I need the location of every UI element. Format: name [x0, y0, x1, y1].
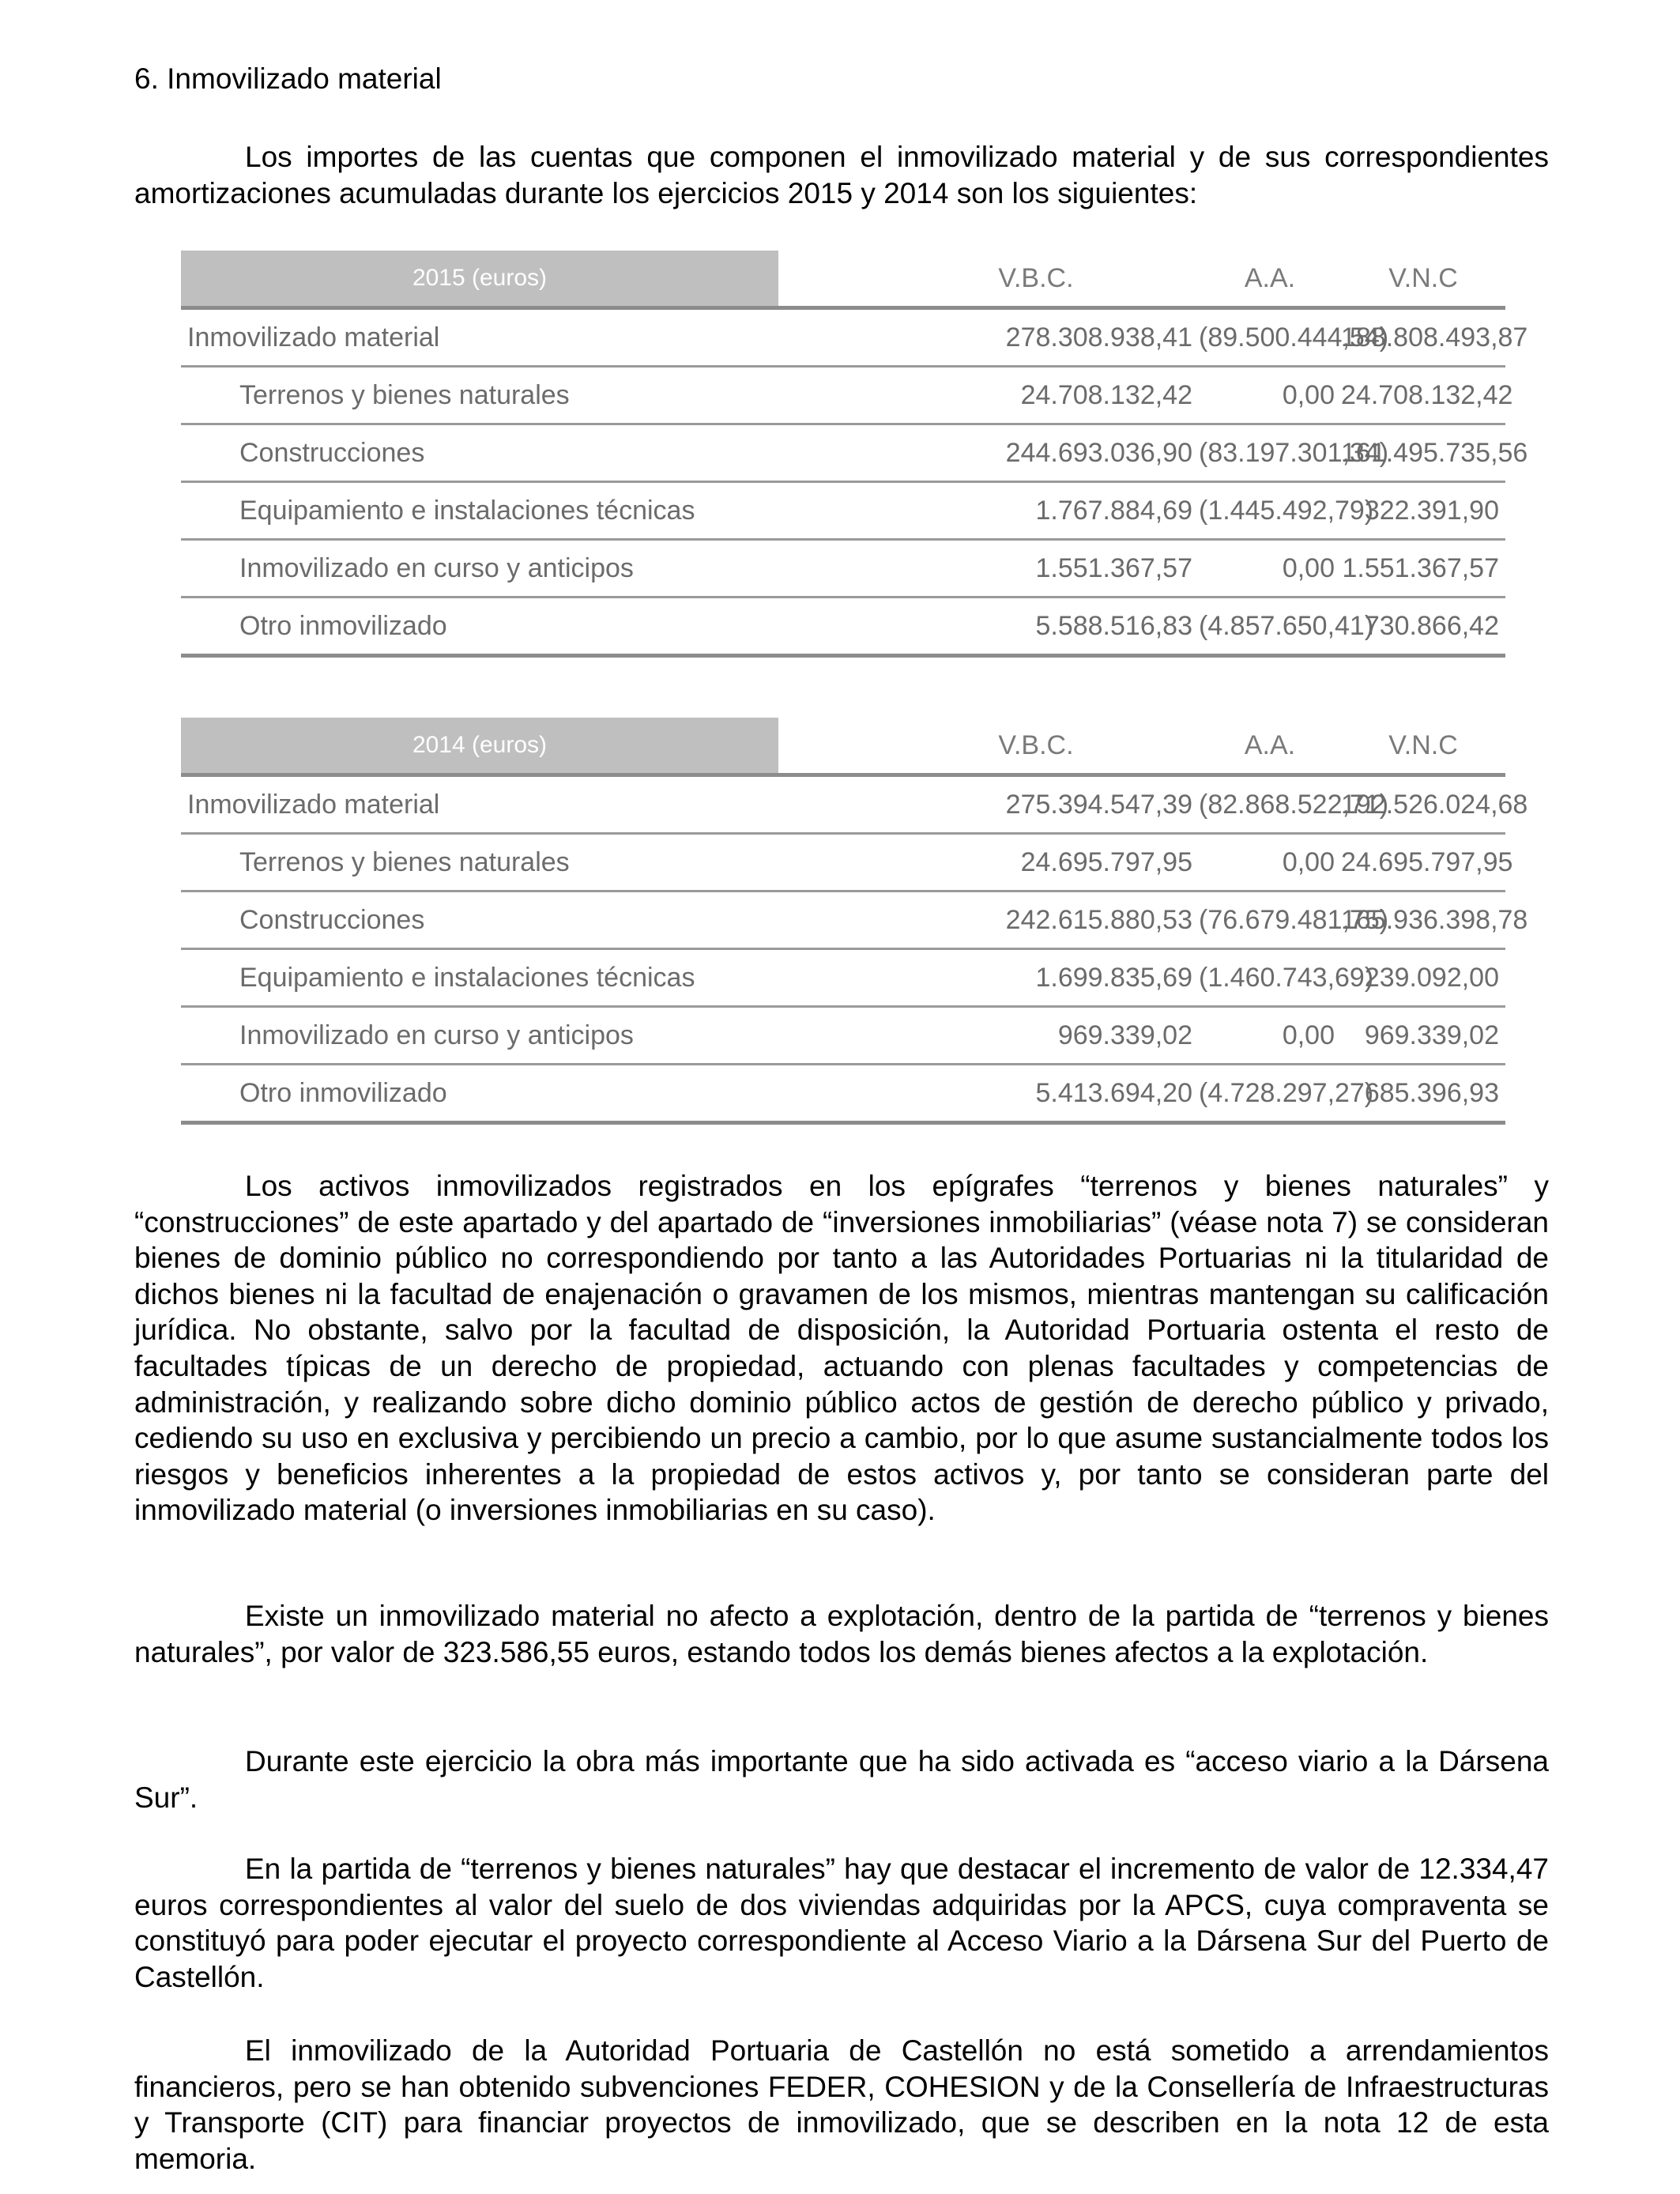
table-row [181, 367, 1505, 424]
vnc-value: 685.396,93 [1341, 1065, 1505, 1123]
vnc-value: 24.708.132,42 [1341, 367, 1505, 424]
vbc-value: 24.695.797,95 [778, 834, 1199, 892]
table-row [181, 834, 1505, 892]
row-label: Inmovilizado en curso y anticipos [181, 1007, 778, 1065]
aa-value: 0,00 [1199, 1007, 1341, 1065]
vnc-value: 969.339,02 [1341, 1007, 1505, 1065]
table-row [181, 1007, 1505, 1065]
body-paragraph: El inmovilizado de la Autoridad Portuaria de Castellón no está sometido a arrendamientos financieros, pero se han obtenido subvenciones FEDER, COHESION y de la Consellería de Infraestructuras y Transporte (CIT) para financiar proyectos de inmovilizado, que se describen en la nota 12 de esta memoria. [134, 2034, 1549, 2175]
row-label: Inmovilizado en curso y anticipos [181, 540, 778, 598]
vnc-value: 188.808.493,87 [1341, 308, 1505, 367]
table-row [181, 308, 1505, 367]
vnc-value: 239.092,00 [1341, 949, 1505, 1007]
year-header: 2014 (euros) [181, 718, 778, 775]
vnc-value: 322.391,90 [1341, 482, 1505, 540]
aa-value: 0,00 [1199, 834, 1341, 892]
aa-value: 0,00 [1199, 540, 1341, 598]
vbc-value: 5.413.694,20 [778, 1065, 1199, 1123]
column-header-vnc: V.N.C [1341, 251, 1505, 308]
table-row [181, 775, 1505, 834]
aa-value: 0,00 [1199, 367, 1341, 424]
table-row [181, 1065, 1505, 1123]
aa-value: (82.868.522,71) [1199, 775, 1341, 834]
body-paragraph: Durante este ejercicio la obra más importante que ha sido activada es “acceso viario a la Dársena Sur”. [134, 1745, 1549, 1814]
aa-value: (4.857.650,41) [1199, 598, 1341, 656]
fixed-assets-table-2015 [181, 251, 1528, 658]
vnc-value: 1.551.367,57 [1341, 540, 1505, 598]
vbc-value: 244.693.036,90 [778, 424, 1199, 482]
vbc-value: 1.551.367,57 [778, 540, 1199, 598]
vnc-value: 730.866,42 [1341, 598, 1505, 656]
vbc-value: 24.708.132,42 [778, 367, 1199, 424]
column-header-vbc: V.B.C. [778, 718, 1199, 775]
table-row [181, 540, 1505, 598]
table-row [181, 424, 1505, 482]
intro-paragraph: Los importes de las cuentas que componen el inmovilizado material y de sus correspondientes amortizaciones acumuladas durante los ejercicios 2015 y 2014 son los siguientes: [134, 141, 1549, 209]
row-label: Inmovilizado material [181, 308, 778, 367]
vbc-value: 969.339,02 [778, 1007, 1199, 1065]
vbc-value: 242.615.880,53 [778, 892, 1199, 949]
row-label: Construcciones [181, 892, 778, 949]
table-row [181, 892, 1505, 949]
body-paragraph: En la partida de “terrenos y bienes naturales” hay que destacar el incremento de valor de 12.334,47 euros correspondientes al valor del suelo de dos viviendas adquiridas por la APCS, cuya compraventa se constituyó para poder ejecutar el proyecto correspondiente al Acceso Viario a la Dársena Sur del Puerto de Castellón. [134, 1853, 1549, 1993]
table-header-row [181, 251, 1505, 308]
column-header-aa: A.A. [1199, 718, 1341, 775]
aa-value: (83.197.301,34) [1199, 424, 1341, 482]
table-row [181, 949, 1505, 1007]
aa-value: (89.500.444,54) [1199, 308, 1341, 367]
table-row [181, 482, 1505, 540]
vnc-value: 24.695.797,95 [1341, 834, 1505, 892]
aa-value: (76.679.481,75) [1199, 892, 1341, 949]
vnc-value: 192.526.024,68 [1341, 775, 1505, 834]
aa-value: (1.460.743,69) [1199, 949, 1341, 1007]
year-header: 2015 (euros) [181, 251, 778, 308]
column-header-vbc: V.B.C. [778, 251, 1199, 308]
aa-value: (4.728.297,27) [1199, 1065, 1341, 1123]
body-paragraph: Existe un inmovilizado material no afecto a explotación, dentro de la partida de “terrenos y bienes naturales”, por valor de 323.586,55 euros, estando todos los demás bienes afectos a la explotación. [134, 1600, 1549, 1668]
vbc-value: 275.394.547,39 [778, 775, 1199, 834]
vbc-value: 5.588.516,83 [778, 598, 1199, 656]
row-label: Construcciones [181, 424, 778, 482]
table-row [181, 598, 1505, 656]
aa-value: (1.445.492,79) [1199, 482, 1341, 540]
row-label: Inmovilizado material [181, 775, 778, 834]
vbc-value: 1.767.884,69 [778, 482, 1199, 540]
body-paragraph: Los activos inmovilizados registrados en los epígrafes “terrenos y bienes naturales” y “construcciones” de este apartado y del apartado de “inversiones inmobiliarias” (véase nota 7) se consideran bienes de dominio público no correspondiendo por tanto a las Autoridades Portuarias ni la titularidad de dichos bienes ni la facultad de enajenación o gravamen de los mismos, mientras mantengan su calificación jurídica. No obstante, salvo por la facultad de disposición, la Autoridad Portuaria ostenta el resto de facultades típicas de un derecho de propiedad, actuando con plenas facultades y competencias de administración, y realizando sobre dicho dominio público actos de gestión de derecho público y privado, cediendo su uso en exclusiva y percibiendo un precio a cambio, por lo que asume sustancialmente todos los riesgos y beneficios inherentes a la propiedad de estos activos y, por tanto se consideran parte del inmovilizado material (o inversiones inmobiliarias en su caso). [134, 1170, 1549, 1527]
vnc-value: 161.495.735,56 [1341, 424, 1505, 482]
fixed-assets-table-2014 [181, 718, 1528, 1125]
table-header-row [181, 718, 1505, 775]
column-header-aa: A.A. [1199, 251, 1341, 308]
row-label: Equipamiento e instalaciones técnicas [181, 949, 778, 1007]
vbc-value: 278.308.938,41 [778, 308, 1199, 367]
row-label: Otro inmovilizado [181, 598, 778, 656]
row-label: Otro inmovilizado [181, 1065, 778, 1123]
vnc-value: 165.936.398,78 [1341, 892, 1505, 949]
vbc-value: 1.699.835,69 [778, 949, 1199, 1007]
column-header-vnc: V.N.C [1341, 718, 1505, 775]
row-label: Terrenos y bienes naturales [181, 367, 778, 424]
section-heading: 6. Inmovilizado material [134, 62, 442, 95]
row-label: Terrenos y bienes naturales [181, 834, 778, 892]
row-label: Equipamiento e instalaciones técnicas [181, 482, 778, 540]
